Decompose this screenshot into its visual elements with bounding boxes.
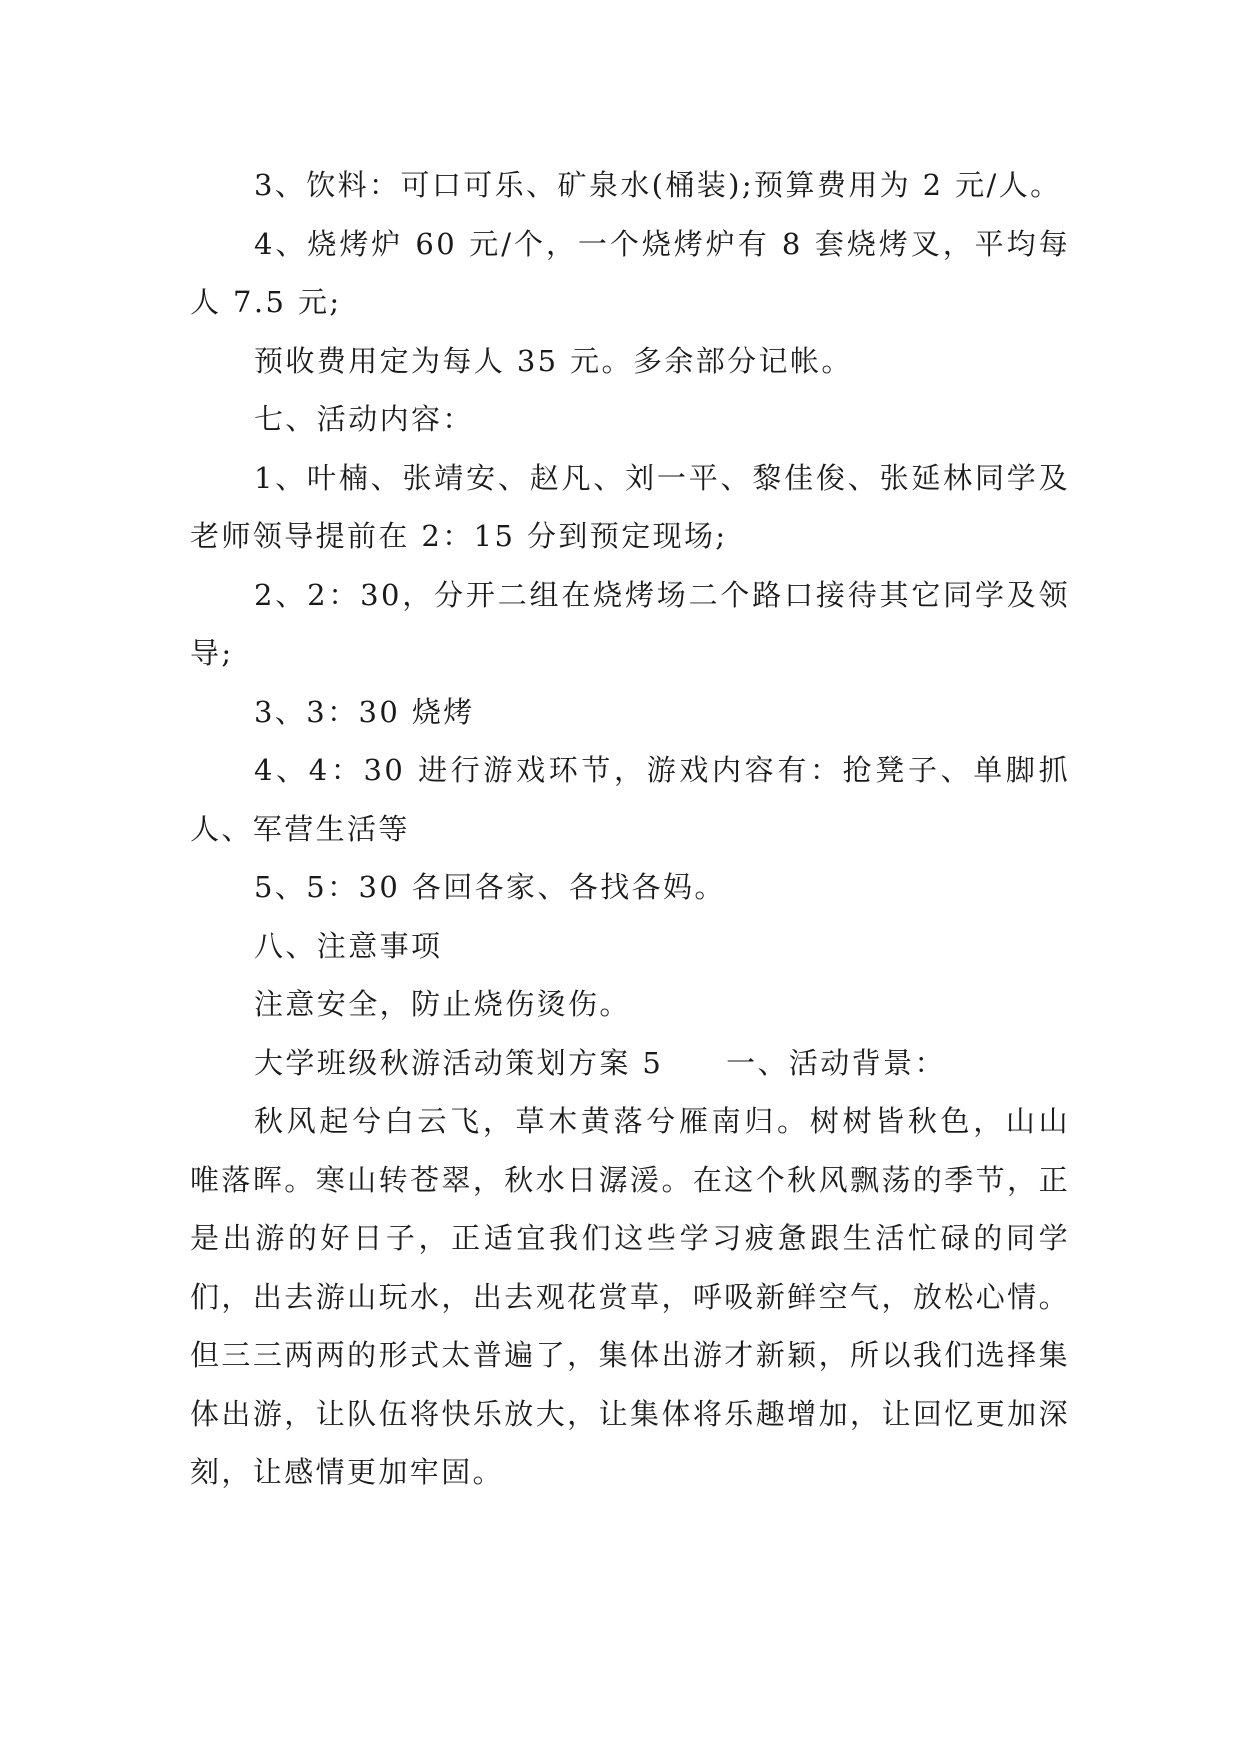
paragraph-prepaid-fee: 预收费用定为每人 35 元。多余部分记帐。 <box>254 343 853 378</box>
paragraph-safety: 注意安全，防止烧伤烫伤。 <box>254 987 631 1021</box>
paragraph-item-3: 3、3：30 烧烤 <box>254 694 475 729</box>
paragraph-plan-title: 大学班级秋游活动策划方案 5 一、活动背景： <box>254 1045 946 1080</box>
paragraph-background: 秋风起兮白云飞，草木黄落兮雁南归。树树皆秋色，山山唯落晖。寒山转苍翠，秋水日潺湲。在这个秋风飘荡的季节，正是出游的好日子，正适宜我们这些学习疲惫跟生活忙碌的同学们，出去游山玩水，出去观花赏草，呼吸新鲜空气，放松心情。但三三两两的形式太普遍了，集体出游才新颖，所以我们选择集体出游，让队伍将快乐放大，让集体将乐趣增加，让回忆更加深刻，让感情更加牢固。 <box>190 1104 1070 1489</box>
paragraph-item-5: 5、5：30 各回各家、各找各妈。 <box>254 870 726 904</box>
paragraph-item-2: 2、2：30，分开二组在烧烤场二个路口接待其它同学及领导; <box>190 577 1070 670</box>
paragraph-drinks: 3、饮料：可口可乐、矿泉水(桶装);预算费用为 2 元/人。 <box>254 168 1062 202</box>
document-body <box>190 156 1070 1502</box>
section-heading-notes: 八、注意事项 <box>254 928 443 963</box>
section-heading-activity-content: 七、活动内容： <box>254 402 474 436</box>
paragraph-grill: 4、烧烤炉 60 元/个，一个烧烤炉有 8 套烧烤叉，平均每人 7.5 元; <box>190 226 1070 319</box>
paragraph-item-4: 4、4：30 进行游戏环节，游戏内容有：抢凳子、单脚抓人、军营生活等 <box>190 753 1070 846</box>
paragraph-item-1: 1、叶楠、张靖安、赵凡、刘一平、黎佳俊、张延林同学及老师领导提前在 2：15 分到预定现场; <box>190 460 1070 553</box>
